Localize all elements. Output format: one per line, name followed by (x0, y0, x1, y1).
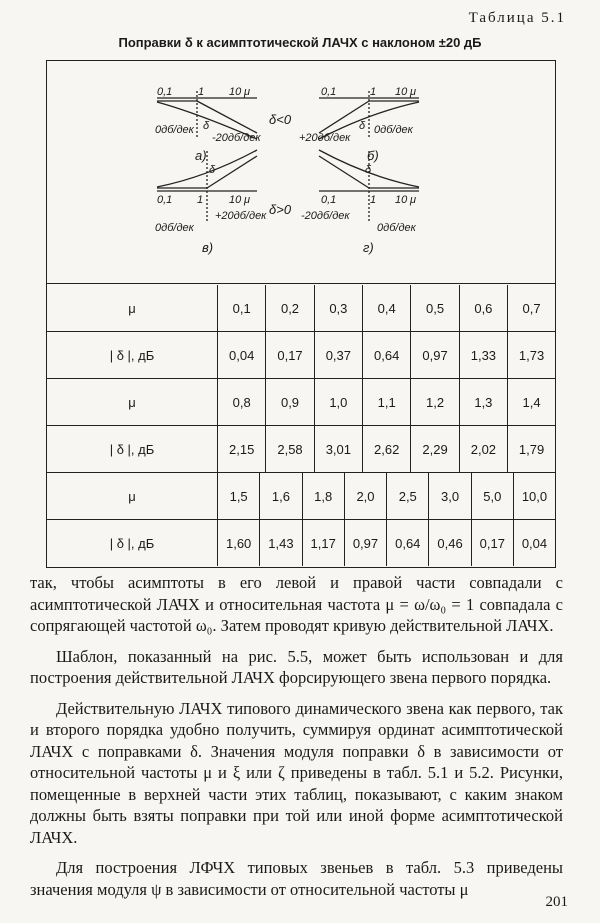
table-frame (46, 60, 556, 568)
diagram-g-tick-1: 1 (370, 194, 377, 206)
table-cell: 1,60 (218, 520, 260, 567)
table-cell: 1,43 (260, 520, 302, 567)
diagram-v-slope-right: +20дб/дек (215, 210, 267, 222)
table-cell: 0,7 (508, 285, 555, 332)
diagram-v-label: в) (202, 240, 214, 255)
table-cell: 1,33 (459, 332, 507, 379)
table-cell: 0,17 (471, 520, 513, 567)
diagram-b-label: б) (367, 148, 379, 163)
values-block-2 (47, 379, 555, 472)
diagram-area (47, 61, 555, 284)
table-cell: 0,64 (387, 520, 429, 567)
table-cell: 1,3 (459, 379, 507, 426)
table-cell: 0,64 (363, 332, 411, 379)
diagram-g-unit: μ (410, 194, 417, 206)
diagram-b-slope-right: 0дб/дек (374, 124, 413, 136)
delta-row-label: | δ |, дБ (47, 426, 218, 473)
diagram-a-delta: δ (203, 120, 210, 132)
table-cell: 1,79 (508, 426, 555, 473)
table-cell: 1,0 (314, 379, 362, 426)
diagram-a-tick-0: 0,1 (157, 86, 173, 98)
mu-row-label: μ (47, 285, 218, 332)
table-row (47, 285, 555, 332)
delta-positive-label: δ>0 (269, 202, 292, 217)
table-row (47, 332, 555, 379)
table-cell: 0,46 (429, 520, 471, 567)
table-cell: 1,1 (363, 379, 411, 426)
paragraph: Шаблон, показанный на рис. 5.5, может быть использован и для построения действительной ЛАЧХ форсирующего звена первого порядка. (30, 646, 563, 687)
diagram-b-tick-0: 0,1 (321, 86, 337, 98)
diagram-g-tick-2: 10 (395, 194, 408, 206)
diagram-a-slope-right: -20дб/дек (212, 132, 261, 144)
table-cell: 1,8 (302, 473, 344, 520)
diagram-v-unit: μ (244, 194, 251, 206)
table-cell: 1,73 (508, 332, 555, 379)
table-cell: 0,4 (363, 285, 411, 332)
table-row (47, 379, 555, 426)
table-cell: 5,0 (471, 473, 513, 520)
diagram-v-tick-2: 10 (229, 194, 242, 206)
diagram-b-unit: μ (410, 86, 417, 98)
diagram-drawings (47, 61, 555, 283)
table-cell: 2,5 (387, 473, 429, 520)
body-text (30, 572, 563, 909)
table-row (47, 426, 555, 473)
table-cell: 3,01 (314, 426, 362, 473)
table-cell: 1,5 (218, 473, 260, 520)
table-cell: 10,0 (513, 473, 555, 520)
table-cell: 2,15 (218, 426, 266, 473)
diagram-a-unit: μ (244, 86, 251, 98)
table-cell: 0,1 (218, 285, 266, 332)
paragraph: так, чтобы асимптоты в его левой и правой части совпадали с асимптотической ЛАЧХ и относительная частота μ = ω/ω₀ = 1 совпадала с сопрягающей частотой ω₀. Затем проводят кривую действительной ЛАЧХ. (30, 573, 563, 635)
table-cell: 2,62 (363, 426, 411, 473)
table-cell: 0,97 (411, 332, 459, 379)
table-cell: 1,2 (411, 379, 459, 426)
diagram-g-tick-0: 0,1 (321, 194, 337, 206)
diagram-v-tick-0: 0,1 (157, 194, 173, 206)
diagram-b-slope-left: +20дб/дек (299, 132, 351, 144)
table-cell: 1,4 (508, 379, 555, 426)
page-number: 201 (545, 894, 568, 910)
diagram-v-slope-left: 0дб/дек (155, 222, 194, 234)
table-cell: 0,17 (266, 332, 314, 379)
table-cell: 0,04 (513, 520, 555, 567)
table-cell: 0,6 (459, 285, 507, 332)
diagram-a-tick-2: 10 (229, 86, 242, 98)
table-cell: 2,29 (411, 426, 459, 473)
diagram-g-slope-right: 0дб/дек (377, 222, 416, 234)
table-cell: 2,58 (266, 426, 314, 473)
table-cell: 1,17 (302, 520, 344, 567)
diagram-a-tick-1: 1 (198, 86, 205, 98)
mu-row-label: μ (47, 379, 218, 426)
diagram-b-delta: δ (359, 120, 366, 132)
table-caption: Поправки δ к асимптотической ЛАЧХ с наклоном ±20 дБ (118, 35, 482, 50)
paragraph: Для построения ЛФЧХ типовых звеньев в табл. 5.3 приведены значения модуля ψ в зависимости от относительной частоты μ (30, 858, 563, 899)
table-number: Таблица 5.1 (468, 10, 566, 26)
mu-row-label: μ (47, 473, 218, 520)
table-cell: 0,2 (266, 285, 314, 332)
delta-row-label: | δ |, дБ (47, 520, 218, 567)
table-cell: 0,9 (266, 379, 314, 426)
table-cell: 0,97 (344, 520, 386, 567)
diagram-v-delta: δ (209, 164, 216, 176)
table-cell: 0,8 (218, 379, 266, 426)
table-cell: 2,0 (344, 473, 386, 520)
table-cell: 2,02 (459, 426, 507, 473)
diagram-b-tick-2: 10 (395, 86, 408, 98)
diagram-a-slope-left: 0дб/дек (155, 124, 194, 136)
table-row (47, 520, 555, 567)
paragraph: Действительную ЛАЧХ типового динамического звена как первого, так и второго порядка удобно получить, суммируя ординат асимптотической ЛАЧХ с поправками δ. Значения модуля поправки δ в зависимости от относительной частоты μ и ξ или ζ приведены в табл. 5.1 и 5.2. Рисунки, помещенные в верхней части этих таблиц, показывают, с каким знаком должны быть взяты поправки при той или иной форме асимптотической ЛАЧХ. (30, 698, 563, 847)
table-cell: 3,0 (429, 473, 471, 520)
table-cell: 0,04 (218, 332, 266, 379)
diagram-g-label: г) (363, 240, 374, 255)
delta-row-label: | δ |, дБ (47, 332, 218, 379)
diagram-g-slope-left: -20дб/дек (301, 210, 350, 222)
table-row (47, 473, 555, 520)
table-cell: 1,6 (260, 473, 302, 520)
diagram-v-tick-1: 1 (197, 194, 204, 206)
diagram-a-label: а) (195, 148, 207, 163)
table-cell: 0,3 (314, 285, 362, 332)
table-cell: 0,37 (314, 332, 362, 379)
diagram-g-delta: δ (365, 164, 372, 176)
values-block-3 (47, 473, 555, 566)
table-cell: 0,5 (411, 285, 459, 332)
delta-negative-label: δ<0 (269, 112, 292, 127)
diagram-g-asymptote-left (319, 156, 372, 188)
diagram-b-tick-1: 1 (370, 86, 377, 98)
values-block-1 (47, 285, 555, 378)
